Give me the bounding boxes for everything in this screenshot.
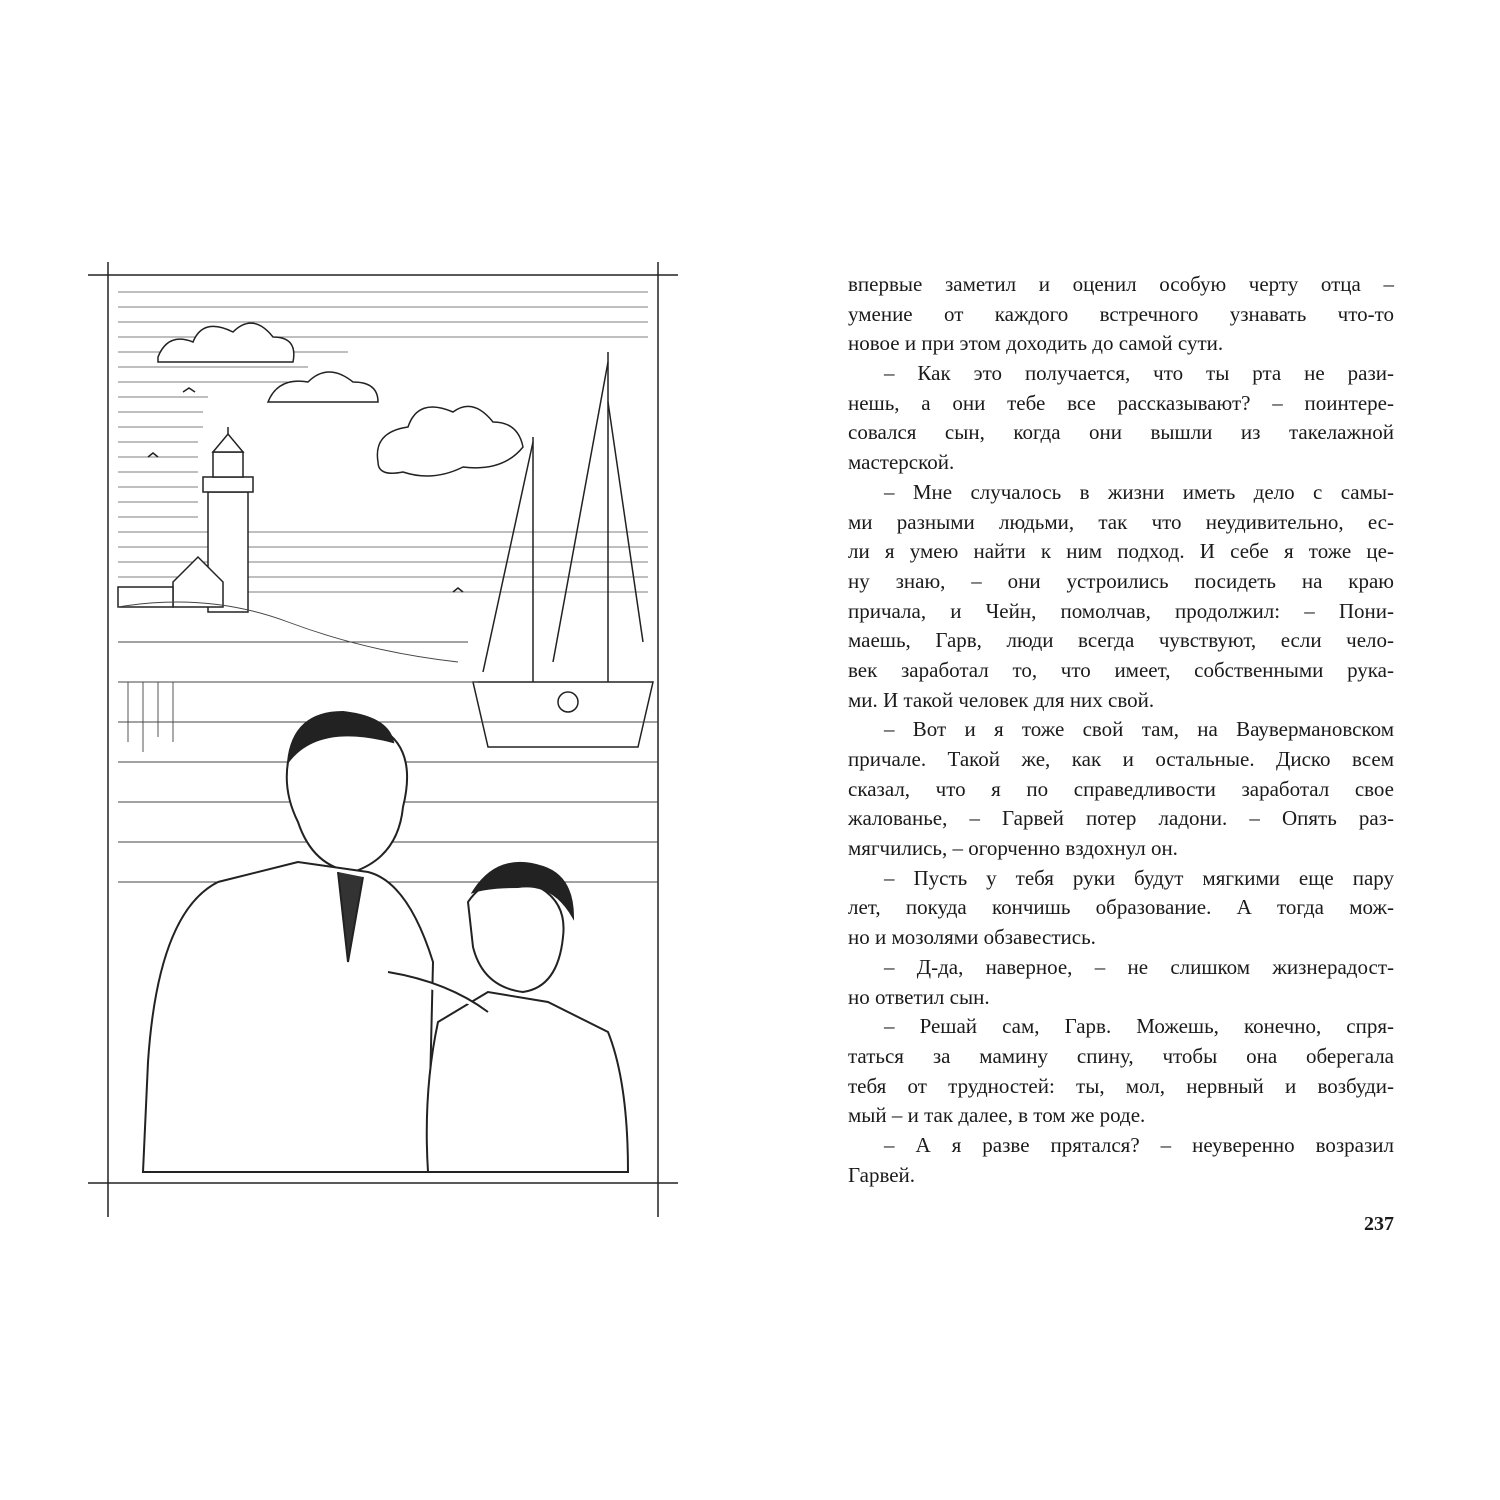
text-line: но ответил сын. xyxy=(848,984,990,1009)
text-line: нешь, а они тебе все рассказывают? – поинтере- xyxy=(848,390,1394,415)
text-line: совался сын, когда они вышли из такелажной xyxy=(848,420,1394,445)
text-line: тебя от трудностей: ты, мол, нервный и возбуди- xyxy=(848,1073,1394,1098)
text-line: таться за мамину спину, чтобы она оберегала xyxy=(848,1043,1394,1068)
text-line: – Вот и я тоже свой там, на Ваувермановском xyxy=(884,717,1394,742)
text-line: мягчились, – огорченно вздохнул он. xyxy=(848,836,1178,861)
father-figure xyxy=(143,712,433,1172)
text-line: мый – и так далее, в том же роде. xyxy=(848,1103,1146,1128)
illustration-father-and-son-at-harbor xyxy=(88,262,678,1217)
text-line: жалованье, – Гарвей потер ладони. – Опять раз- xyxy=(848,806,1394,831)
text-line: причале. Такой же, как и остальные. Диско всем xyxy=(848,747,1394,771)
text-line: ли я умею найти к ним подход. И себе я тоже це- xyxy=(848,539,1394,564)
text-line: ну знаю, – они устроились посидеть на краю xyxy=(848,568,1394,593)
text-line: – Д-да, наверное, – не слишком жизнерадост- xyxy=(884,954,1394,979)
text-line: – Как это получается, что ты рта не рази- xyxy=(884,361,1394,386)
text-line: впервые заметил и оценил особую черту отца – xyxy=(848,272,1394,296)
text-line: – Мне случалось в жизни иметь дело с самы- xyxy=(884,479,1394,504)
body-text xyxy=(848,270,1394,1190)
text-line: умение от каждого встречного узнавать что-то xyxy=(848,301,1394,326)
text-line: ми разными людьми, так что неудивительно, ес- xyxy=(848,509,1394,534)
text-line: – Решай сам, Гарв. Можешь, конечно, спря- xyxy=(884,1014,1394,1039)
text-line: ми. И такой человек для них свой. xyxy=(848,687,1155,712)
text-line: – А я разве прятался? – неуверенно возразил xyxy=(884,1132,1394,1157)
sailboat xyxy=(473,352,653,747)
text-line: век заработал то, что имеет, собственными рука- xyxy=(848,657,1394,682)
text-line: причала, и Чейн, помолчав, продолжил: – Пони- xyxy=(848,598,1394,623)
text-line: новое и при этом доходить до самой сути. xyxy=(848,331,1224,356)
text-line: мастерской. xyxy=(848,450,955,475)
text-line: сказал, что я по справедливости заработал свое xyxy=(848,776,1394,801)
text-line: но и мозолями обзавестись. xyxy=(848,925,1096,950)
page-number: 237 xyxy=(1364,1213,1394,1235)
text-line: маешь, Гарв, люди всегда чувствуют, если чело- xyxy=(848,628,1394,653)
lighthouse xyxy=(118,427,253,612)
text-line: лет, покуда кончишь образование. А тогда мож- xyxy=(848,895,1394,920)
text-line: Гарвей. xyxy=(848,1162,916,1187)
text-line: – Пусть у тебя руки будут мягкими еще пару xyxy=(884,865,1394,890)
